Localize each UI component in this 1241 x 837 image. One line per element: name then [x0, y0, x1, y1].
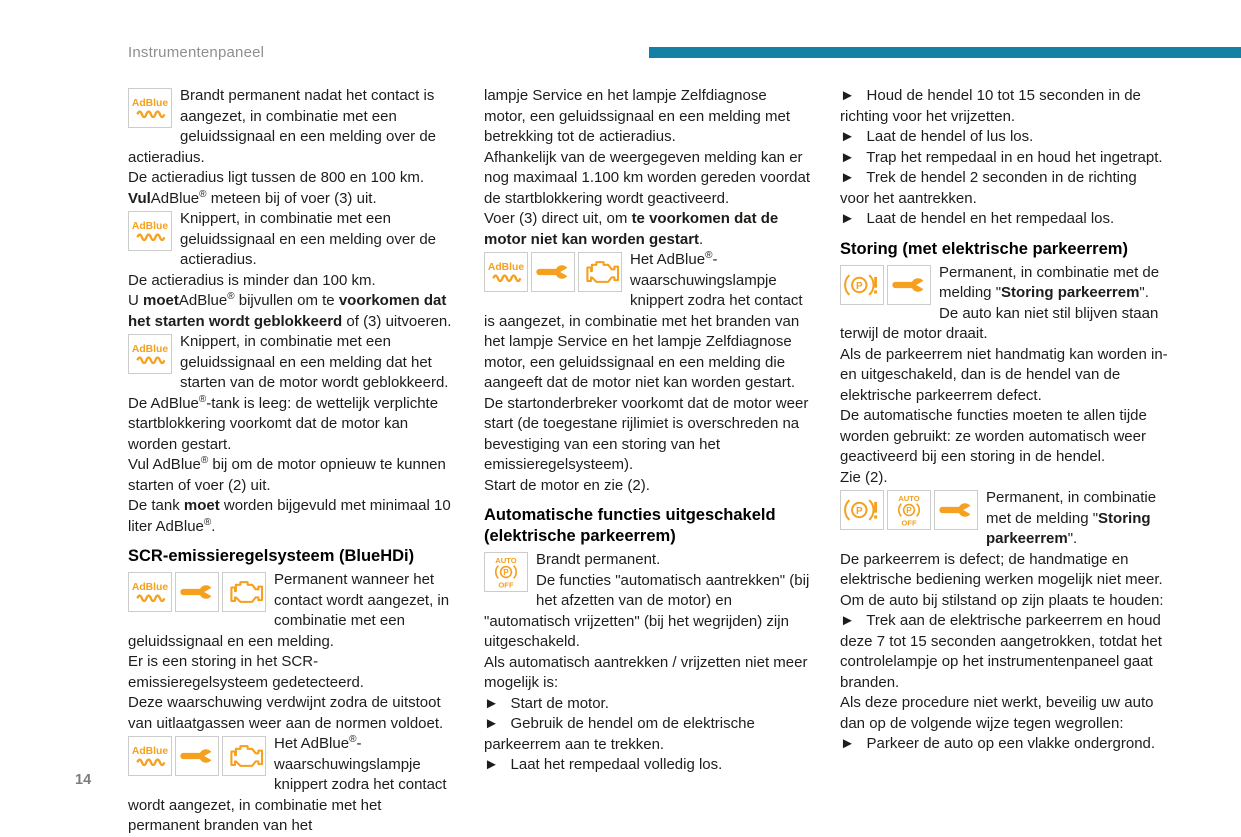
warning-lamp-icons: [128, 88, 172, 128]
paragraph: Permanent, in combinatie met de melding "Storing parkeerrem".: [986, 489, 1157, 547]
wrench-icon: [531, 252, 575, 292]
paragraph: De actieradius ligt tussen de 800 en 100 km.: [128, 169, 425, 186]
paragraph: Knippert, in combinatie met een geluidssignaal en een melding dat het starten van de motor wordt geblokkeerd.: [180, 333, 449, 391]
engine-icon: [578, 252, 622, 292]
paragraph: Permanent wanneer het contact wordt aangezet, in combinatie met een geluidssignaal en een melding.: [128, 571, 450, 650]
paragraph: lampje Service en het lampje Zelfdiagnose motor, een geluidssignaal en een melding met betrekking tot de actieradius.: [484, 87, 791, 145]
paragraph: ► Parkeer de auto op een vlakke ondergrond.: [840, 735, 1156, 752]
paragraph: Deze waarschuwing verdwijnt zodra de uitstoot van uitlaatgassen weer aan de normen voldoet.: [128, 694, 444, 732]
paragraph: Het AdBlue®-waarschuwingslampje knippert zodra het contact is aangezet, in combinatie met het branden van het lampje Service en het lampje Zelfdiagnose motor, een geluidssignaal en een melding die aangeeft dat de motor niet kan worden gestart.: [484, 250, 803, 391]
warning-lamp-icons: [128, 334, 172, 374]
warning-lamp-icons: [840, 490, 978, 530]
paragraph: De automatische functies moeten te allen tijde worden gebruikt: ze worden automatisch weer geactiveerd bij een storing in de hendel.: [840, 407, 1147, 465]
column-2: [484, 86, 812, 837]
text-block: [484, 550, 812, 776]
page-number: 14: [75, 772, 92, 788]
parking-warning-icon: [840, 490, 884, 530]
paragraph: ► Gebruik de hendel om de elektrische parkeerrem aan te trekken.: [484, 715, 755, 753]
text-block: [840, 86, 1168, 230]
section-heading: SCR-emissieregelsysteem (BlueHDi): [128, 547, 415, 565]
paragraph: ► Start de motor.: [484, 694, 609, 712]
paragraph: Vul AdBlue® bij om de motor opnieuw te kunnen starten of voer (2) uit.: [128, 455, 446, 494]
paragraph: Brandt permanent.: [536, 551, 661, 568]
svg-text:AdBlue: AdBlue: [131, 98, 169, 110]
text-block: [128, 734, 456, 837]
paragraph: ► Laat de hendel en het rempedaal los.: [840, 210, 1115, 227]
text-block: [484, 250, 812, 496]
svg-text:AdBlue: AdBlue: [487, 262, 525, 274]
svg-text:AUTO: AUTO: [898, 494, 920, 503]
paragraph: Permanent, in combinatie met de melding "Storing parkeerrem".: [939, 263, 1160, 301]
paragraph: U moetAdBlue® bijvullen om te voorkomen dat het starten wordt geblokkeerd of (3) uitvoeren.: [128, 291, 452, 330]
section-heading: Storing (met elektrische parkeerrem): [840, 239, 1128, 258]
warning-lamp-icons: [128, 736, 266, 776]
text-block: [128, 570, 456, 734]
paragraph: Als deze procedure niet werkt, beveilig uw auto dan op de volgende wijze tegen wegrollen:: [840, 694, 1154, 732]
paragraph: De tank moet worden bijgevuld met minimaal 10 liter AdBlue®.: [128, 497, 451, 535]
warning-lamp-icons: [128, 572, 266, 612]
column-3: [840, 86, 1168, 837]
paragraph: De functies "automatisch aantrekken" (bij het afzetten van de motor) en "automatisch vrijzetten" (bij het wegrijden) zijn uitgeschakeld.: [484, 571, 810, 650]
adblue-icon: [128, 334, 172, 374]
svg-text:OFF: OFF: [901, 518, 917, 528]
wrench-icon: [887, 265, 931, 305]
paragraph: ► Laat het rempedaal volledig los.: [484, 756, 723, 773]
warning-lamp-icons: [484, 252, 622, 292]
svg-text:AdBlue: AdBlue: [131, 746, 169, 758]
paragraph: Als automatisch aantrekken / vrijzetten niet meer mogelijk is:: [484, 653, 808, 691]
adblue-icon: [128, 88, 172, 128]
paragraph: ► Houd de hendel 10 tot 15 seconden in de richting voor het vrijzetten.: [840, 87, 1141, 125]
svg-text:P: P: [856, 280, 863, 292]
paragraph: Knippert, in combinatie met een geluidssignaal en een melding over de actieradius.: [180, 210, 437, 268]
paragraph: Start de motor en zie (2).: [484, 476, 650, 494]
adblue-icon: [128, 572, 172, 612]
paragraph: ► Trap het rempedaal in en houd het ingetrapt.: [840, 148, 1163, 166]
wrench-icon: [934, 490, 978, 530]
paragraph: De actieradius is minder dan 100 km.: [128, 271, 376, 289]
warning-lamp-icons: [484, 552, 528, 592]
paragraph: Het AdBlue®-waarschuwingslampje knippert zodra het contact wordt aangezet, in combinatie met het permanent branden van het: [128, 734, 447, 834]
paragraph: Voer (3) direct uit, om te voorkomen dat de motor niet kan worden gestart.: [484, 210, 779, 248]
parking-warning-icon: [840, 265, 884, 305]
paragraph: Er is een storing in het SCR-emissieregelsysteem gedetecteerd.: [128, 653, 364, 691]
engine-icon: [222, 572, 266, 612]
svg-text:OFF: OFF: [498, 580, 514, 590]
paragraph: ► Trek aan de elektrische parkeerrem en houd deze 7 tot 15 seconden aangetrokken, totdat het controlelampje op het instrumentenpaneel gaat branden.: [840, 612, 1162, 691]
text-block: [128, 332, 456, 537]
paragraph: Zie (2).: [840, 468, 888, 486]
auto-parking-off-icon: [887, 490, 931, 530]
text-block: [128, 86, 456, 209]
adblue-icon: [484, 252, 528, 292]
text-block: [128, 209, 456, 332]
paragraph: Om de auto bij stilstand op zijn plaats te houden:: [840, 591, 1164, 609]
svg-text:AdBlue: AdBlue: [131, 344, 169, 356]
paragraph: ► Trek de hendel 2 seconden in de richting voor het aantrekken.: [840, 169, 1137, 207]
engine-icon: [222, 736, 266, 776]
svg-text:P: P: [503, 568, 509, 578]
paragraph: De auto kan niet stil blijven staan terwijl de motor draait.: [840, 304, 1159, 342]
svg-text:AUTO: AUTO: [495, 556, 517, 565]
svg-text:AdBlue: AdBlue: [131, 582, 169, 594]
paragraph: Als de parkeerrem niet handmatig kan worden in- en uitgeschakeld, dan is de hendel van de elektrische parkeerrem defect.: [840, 345, 1168, 404]
content-columns: [128, 86, 1168, 837]
svg-text:AdBlue: AdBlue: [131, 221, 169, 233]
paragraph: Brandt permanent nadat het contact is aangezet, in combinatie met een geluidssignaal en een melding over de actieradius.: [128, 87, 437, 166]
warning-lamp-icons: [840, 265, 931, 305]
page-header-title: Instrumentenpaneel: [128, 44, 265, 61]
text-block: [840, 488, 1168, 755]
paragraph: Afhankelijk van de weergegeven melding kan er nog maximaal 1.100 km worden gereden voordat de startblokkering wordt geactiveerd.: [484, 148, 811, 207]
adblue-icon: [128, 211, 172, 251]
svg-text:P: P: [856, 506, 863, 518]
warning-lamp-icons: [128, 211, 172, 251]
accent-bar: [649, 47, 1241, 58]
paragraph: De startonderbreker voorkomt dat de motor weer start (de toegestane rijlimiet is overschreden na bevestiging van een storing van het emissieregelsysteem).: [484, 394, 809, 473]
section-heading: Automatische functies uitgeschakeld (elektrische parkeerrem): [484, 506, 776, 545]
text-block: [484, 86, 812, 250]
adblue-icon: [128, 736, 172, 776]
auto-parking-off-icon: [484, 552, 528, 592]
column-1: [128, 86, 456, 837]
paragraph: De AdBlue®-tank is leeg: de wettelijk verplichte startblokkering voorkomt dat de motor kan worden gestart.: [128, 393, 439, 453]
wrench-icon: [175, 572, 219, 612]
text-block: [840, 263, 1168, 489]
paragraph: VulAdBlue® meteen bij of voer (3) uit.: [128, 188, 377, 207]
paragraph: ► Laat de hendel of lus los.: [840, 128, 1034, 145]
wrench-icon: [175, 736, 219, 776]
svg-text:P: P: [906, 506, 912, 516]
paragraph: De parkeerrem is defect; de handmatige en elektrische bediening werken mogelijk niet meer.: [840, 550, 1163, 588]
